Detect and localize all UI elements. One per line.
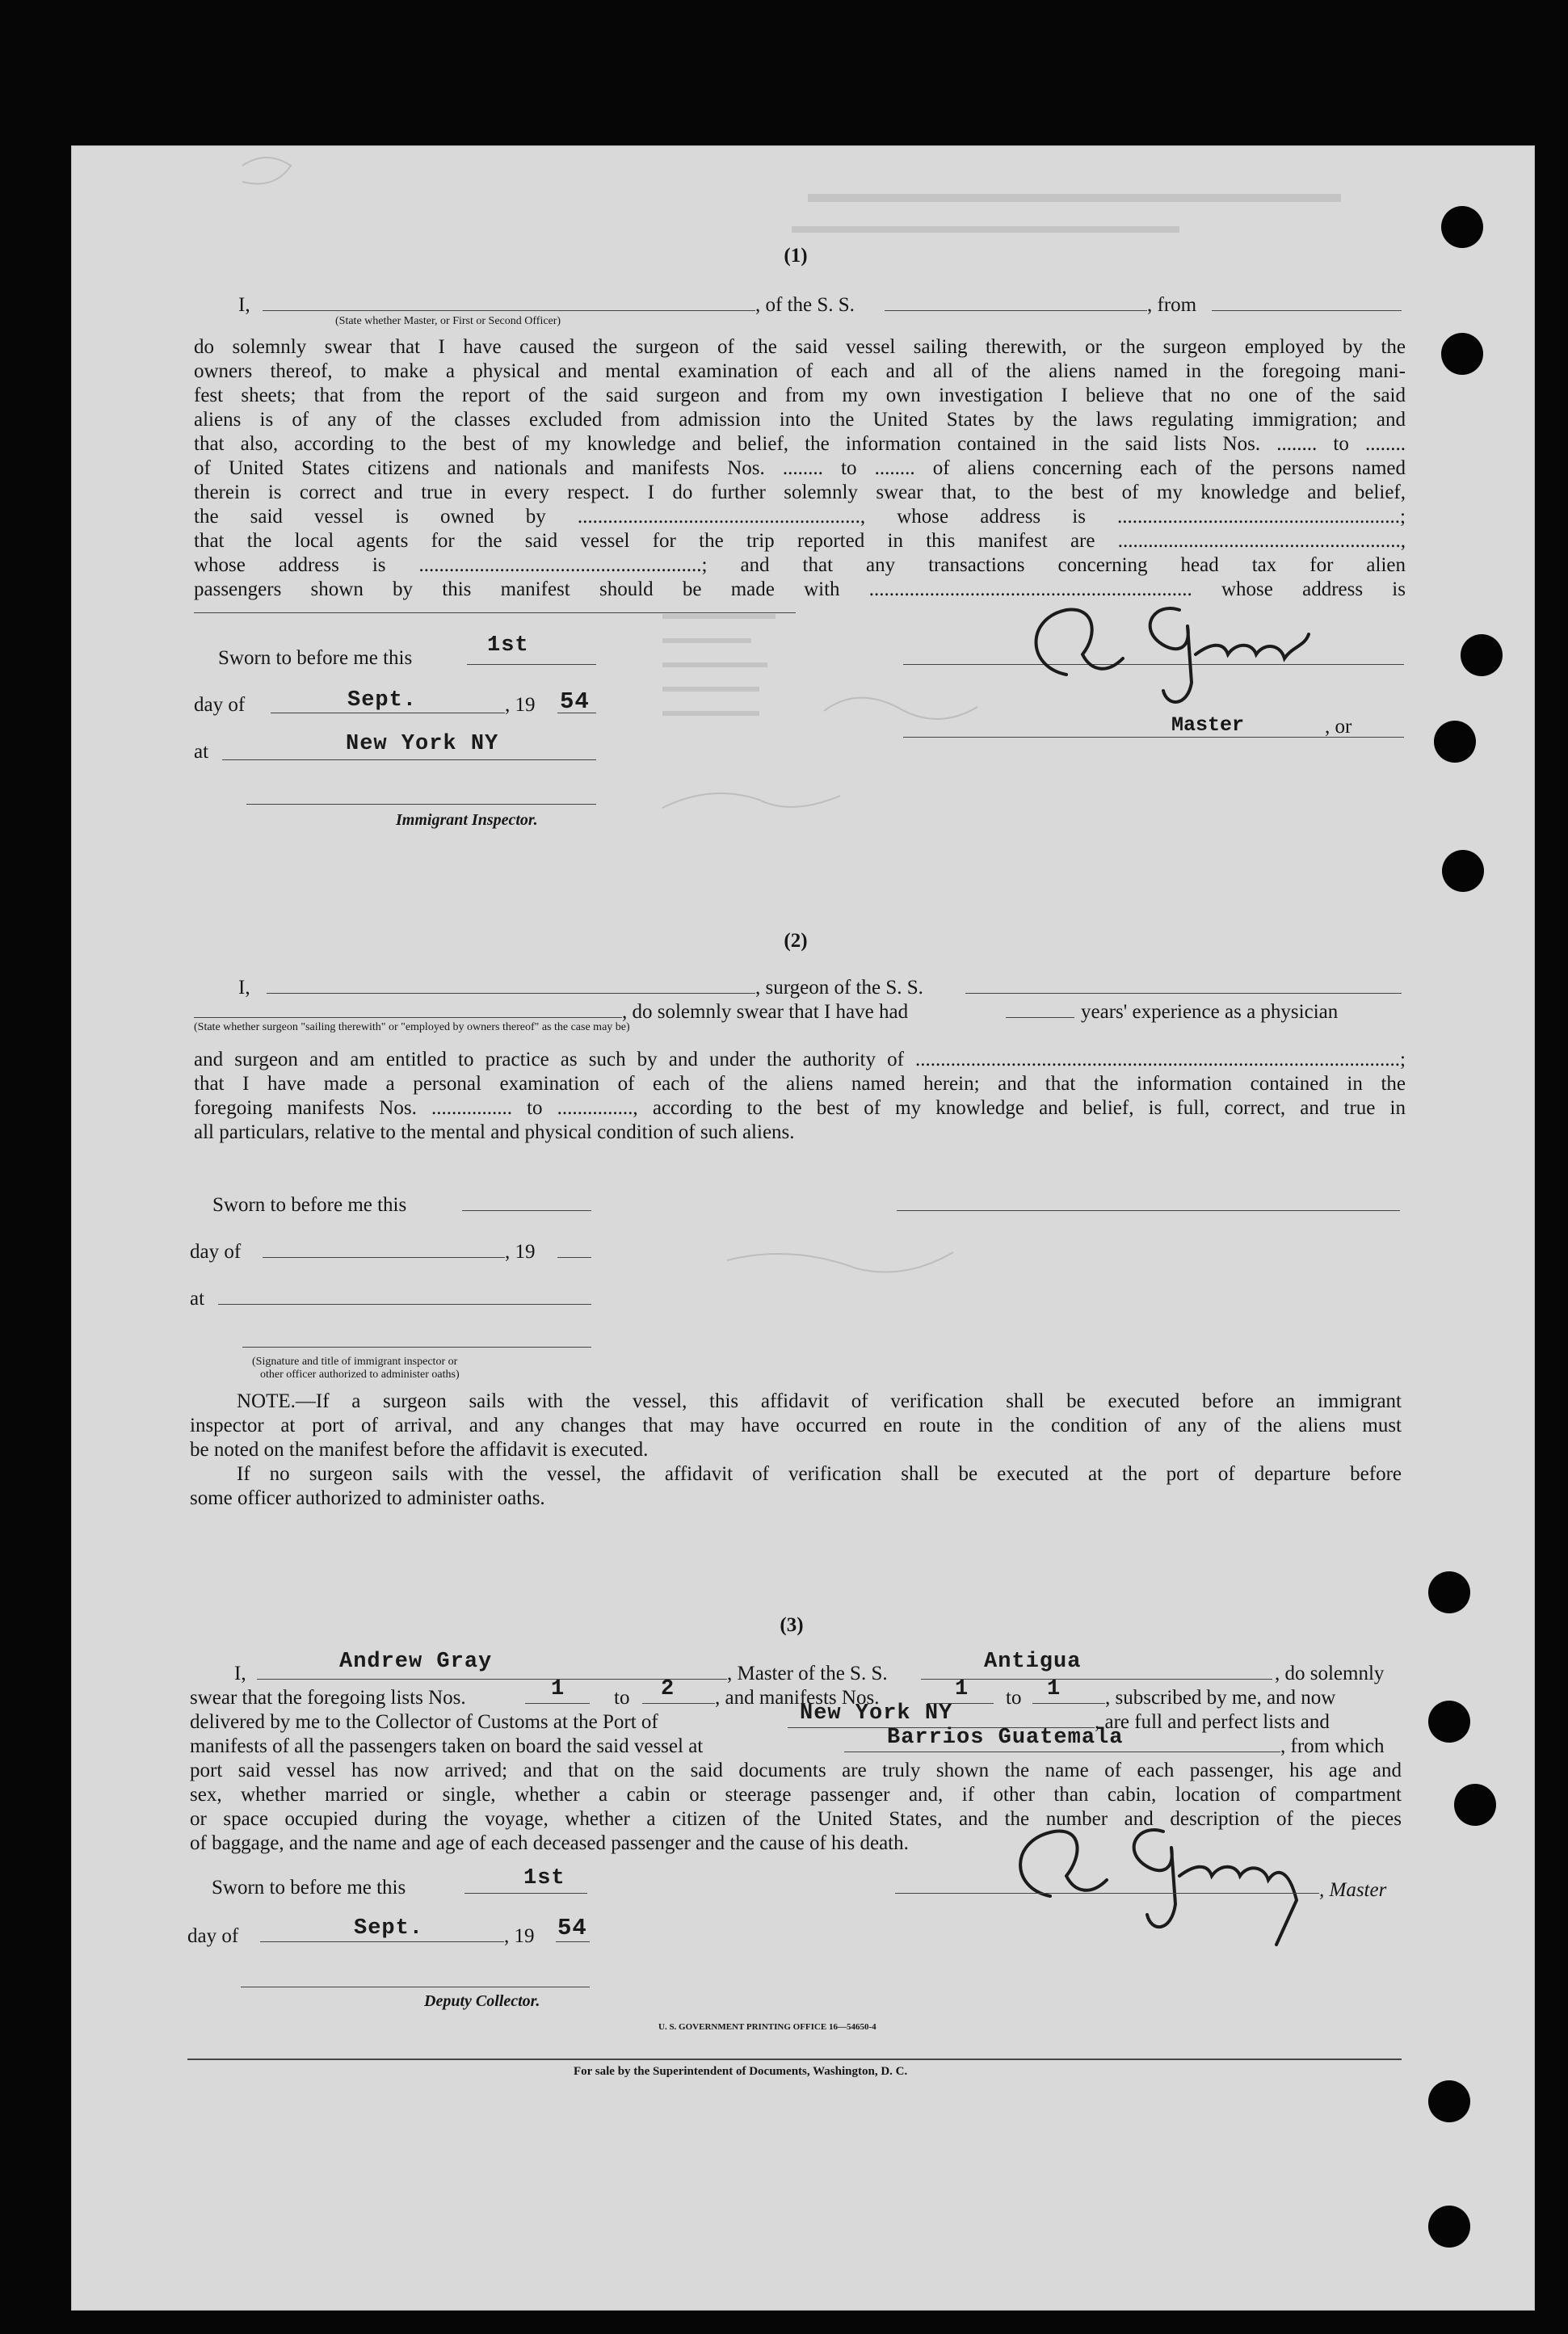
s1-day-of-label: day of (194, 694, 246, 716)
s1-place-blank (222, 759, 596, 760)
s1-officer-hint: (State whether Master, or First or Second Officer) (335, 315, 561, 327)
s3-delivered: delivered by me to the Collector of Customs at the Port of (190, 1711, 658, 1733)
s3-year-blank (556, 1941, 590, 1942)
s1-paragraph-line: passengers shown by this manifest should be made with ................................................................ whose address is (194, 578, 1406, 600)
s3-paragraph-line: port said vessel has now arrived; and that on the said documents are truly shown the name of each passenger, his age and (190, 1760, 1402, 1781)
s1-paragraph-line: that the local agents for the said vessel for the trip reported in this manifest are ........................................................, (194, 530, 1406, 552)
master-signature (1018, 578, 1341, 715)
s3-paragraph-line: or space occupied during the voyage, whether a citizen of the United States, and the number and description of the pieces (190, 1808, 1402, 1830)
s1-paragraph-line: the said vessel is owned by ........................................................, whose address is ........................................................; (194, 506, 1406, 528)
s1-oath-paragraph (194, 335, 1406, 602)
s2-surgeon-name-blank (267, 993, 755, 994)
s1-master-title: Master (1171, 713, 1245, 737)
s3-from-which: , from which (1280, 1735, 1385, 1757)
s2-vessel-blank (965, 993, 1402, 994)
s3-list-to: 2 (661, 1677, 675, 1701)
s2-year-blank (557, 1257, 591, 1258)
s2-paragraph-line: foregoing manifests Nos. ................ to ..............., according to the best of my knowledge and belief, is full, correct, and true in (194, 1097, 1406, 1119)
section-1-number: (1) (784, 245, 808, 267)
s2-sig-caption-1: (Signature and title of immigrant inspector or (252, 1356, 458, 1368)
s2-surgeon-hint: (State whether surgeon "sailing therewith" or "employed by owners thereof" as the case may be) (194, 1021, 630, 1033)
s3-manifests-all: manifests of all the passengers taken on board the said vessel at (190, 1735, 704, 1757)
s3-vessel-blank (921, 1679, 1272, 1680)
s2-line1-mid: , surgeon of the S. S. (755, 977, 923, 999)
s1-sworn-day: 1st (487, 633, 529, 658)
s1-sworn-label: Sworn to before me this (218, 647, 413, 669)
s1-paragraph-line: that also, according to the best of my knowledge and belief, the information contained in the said lists Nos. ........ to ........ (194, 433, 1406, 455)
s1-paragraph-line: fest sheets; that from the report of the said surgeon and from my own investigation I believe that no one of the said (194, 385, 1406, 406)
s3-year-suffix: 54 (557, 1915, 587, 1941)
s3-paragraph-line: of baggage, and the name and age of each deceased passenger and the cause of his death. (190, 1832, 909, 1854)
s3-sworn-day-blank (465, 1893, 587, 1894)
s3-master-signature-line (895, 1893, 1319, 1894)
s1-paragraph-line: aliens is of any of the classes excluded from admission into the United States by the laws regulating immigration; and (194, 409, 1406, 431)
section-3-number: (3) (780, 1614, 804, 1636)
s2-day-of-label: day of (190, 1241, 242, 1263)
s3-manifests-label: , and manifests Nos. (715, 1687, 880, 1709)
s2-note-line: NOTE.—If a surgeon sails with the vessel, this affidavit of verification shall be executed before an immigrant (237, 1390, 1402, 1412)
s1-paragraph-line: therein is correct and true in every respect. I do further solemnly swear that, to the best of my knowledge and belief, (194, 482, 1406, 503)
sale-notice: For sale by the Superintendent of Documents, Washington, D. C. (574, 2065, 908, 2078)
s1-year-suffix: 54 (560, 688, 590, 715)
s3-list-from-blank (525, 1703, 590, 1704)
s3-deputy-caption: Deputy Collector. (424, 1992, 540, 2010)
s2-note-line: If no surgeon sails with the vessel, the affidavit of verification shall be executed at the port of departure before (237, 1463, 1402, 1485)
s1-agent-blank (194, 612, 796, 613)
s3-sworn-day: 1st (523, 1866, 565, 1890)
section-2-number: (2) (784, 930, 808, 952)
s3-month: Sept. (354, 1916, 424, 1941)
s3-master-of-label: , Master of the S. S. (727, 1663, 888, 1684)
s3-subscribed: , subscribed by me, and now (1105, 1687, 1336, 1709)
s2-line2-mid: , do solemnly swear that I have had (622, 1001, 909, 1023)
s2-note-line: inspector at port of arrival, and any changes that may have occurred en route in the condition of any of the aliens must (190, 1415, 1402, 1436)
s3-vessel: Antigua (984, 1650, 1082, 1674)
s2-years-blank (1006, 1017, 1074, 1018)
s3-man-from: 1 (955, 1677, 969, 1701)
s1-sworn-day-blank (467, 664, 596, 665)
s2-surgeon-signature-line (897, 1210, 1400, 1211)
s3-to1: to (614, 1687, 630, 1709)
s2-place-blank (218, 1304, 591, 1305)
s2-sworn-day-blank (462, 1210, 591, 1211)
s1-paragraph-line: do solemnly swear that I have caused the surgeon of the said vessel sailing therewith, or the surgeon employed by the (194, 336, 1406, 358)
s3-man-to-blank (1032, 1703, 1105, 1704)
s2-paragraph-line: and surgeon and am entitled to practice as such by and under the authority of ................................................................................................; (194, 1049, 1406, 1070)
s2-note (190, 1390, 1402, 1511)
s2-at-label: at (190, 1288, 205, 1310)
s1-inspector-caption: Immigrant Inspector. (396, 811, 538, 829)
s2-line1-prefix: I, (238, 977, 250, 999)
s1-master-title-line (903, 737, 1404, 738)
s1-at-label: at (194, 741, 209, 763)
printer-imprint: U. S. GOVERNMENT PRINTING OFFICE 16—54650-4 (658, 2022, 876, 2032)
s1-line1-mid: , of the S. S. (755, 294, 855, 316)
s3-swear-lists: swear that the foregoing lists Nos. (190, 1687, 466, 1709)
s1-officer-name-blank (263, 310, 755, 311)
s3-paragraph-line: sex, whether married or single, whether a cabin or steerage passenger and, if other than cabin, location of compartment (190, 1784, 1402, 1806)
s3-master-name-blank (257, 1679, 727, 1680)
s3-full-lists: , are full and perfect lists and (1095, 1711, 1330, 1733)
s1-master-suffix: , or (1325, 716, 1352, 738)
s2-surgeon-role-blank (194, 1017, 622, 1018)
s3-to2: to (1006, 1687, 1022, 1709)
s1-paragraph-line: owners thereof, to make a physical and mental examination of each and all of the aliens named in the foregoing mani- (194, 360, 1406, 382)
s3-port: New York NY (800, 1701, 953, 1726)
s2-sworn-label: Sworn to before me this (212, 1194, 407, 1216)
s1-paragraph-line: whose address is ........................................................; and that any transactions concerning head tax for alien (194, 554, 1406, 576)
s1-paragraph-line: of United States citizens and nationals and manifests Nos. ........ to ........ of aliens concerning each of the persons named (194, 457, 1406, 479)
s3-origin: Barrios Guatemala (887, 1726, 1124, 1750)
s3-master-suffix: , Master (1319, 1879, 1387, 1901)
s3-day-of-label: day of (187, 1925, 239, 1947)
s1-month: Sept. (347, 688, 418, 713)
s3-master-name: Andrew Gray (339, 1650, 493, 1674)
s2-paragraph-line: that I have made a personal examination of each of the aliens named herein; and that the information contained in the (194, 1073, 1406, 1095)
s3-sworn-label: Sworn to before me this (212, 1877, 406, 1899)
master-signature (1002, 1803, 1325, 1949)
s2-note-line: be noted on the manifest before the affidavit is executed. (190, 1439, 649, 1461)
s3-year-prefix: , 19 (504, 1925, 535, 1947)
s2-line2-end: years' experience as a physician (1081, 1001, 1339, 1023)
s3-list-to-blank (642, 1703, 715, 1704)
s1-line1-prefix: I, (238, 294, 250, 316)
s3-solemnly: , do solemnly (1275, 1663, 1385, 1684)
s2-year-prefix: , 19 (505, 1241, 536, 1263)
s3-month-blank (260, 1941, 504, 1942)
s2-oath-paragraph (194, 1048, 1406, 1145)
footer-rule (187, 2059, 1402, 2060)
s2-month-blank (263, 1257, 505, 1258)
s3-i-label: I, (234, 1663, 246, 1684)
s1-vessel-blank (885, 310, 1147, 311)
s2-sig-caption-2: other officer authorized to administer oaths) (260, 1369, 460, 1381)
s2-inspector-signature-line (242, 1347, 591, 1348)
s3-list-from: 1 (551, 1677, 565, 1701)
s1-place: New York NY (346, 732, 499, 756)
s1-from-blank (1212, 310, 1402, 311)
s2-note-line: some officer authorized to administer oaths. (190, 1487, 545, 1509)
s2-paragraph-line: all particulars, relative to the mental and physical condition of such aliens. (194, 1121, 795, 1143)
s1-inspector-signature-line (246, 804, 596, 805)
s1-line1-from: , from (1147, 294, 1197, 316)
s3-man-to: 1 (1047, 1677, 1061, 1701)
s1-year-prefix: , 19 (505, 694, 536, 716)
